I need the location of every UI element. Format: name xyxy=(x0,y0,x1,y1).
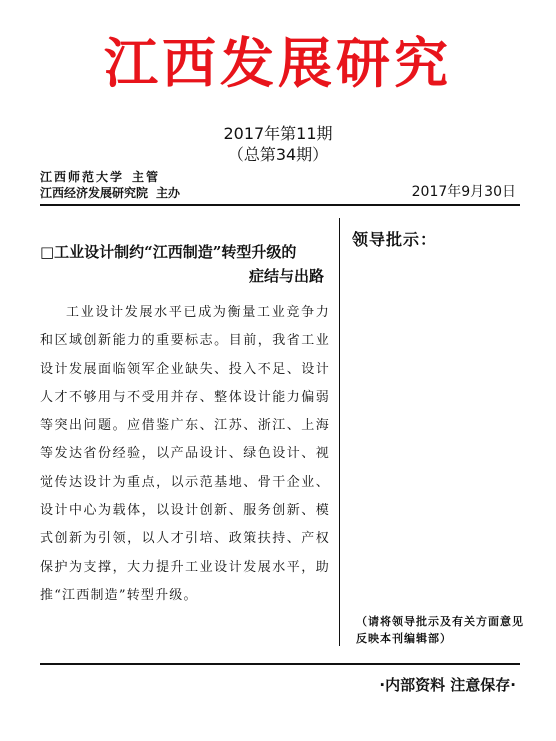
supervisor-org xyxy=(40,170,160,185)
column-divider xyxy=(339,218,340,646)
supervisor-role: 主管 xyxy=(132,170,161,184)
article-title-line2: 症结与出路 xyxy=(248,267,324,285)
issue-number: 2017年第11期 xyxy=(223,124,333,143)
masthead-title: 江西发展研究 xyxy=(104,32,452,95)
sponsor-role: 主办 xyxy=(156,186,181,200)
bottom-divider xyxy=(40,663,520,665)
article-title-line1: □工业设计制约“江西制造”转型升级的 xyxy=(40,243,297,261)
sponsor-name: 江西经济发展研究院 xyxy=(40,186,149,200)
sponsor-org xyxy=(40,186,180,201)
article-title xyxy=(40,240,324,288)
publish-date: 2017年9月30日 xyxy=(411,184,516,200)
article-body: 工业设计发展水平已成为衡量工业竞争力和区域创新能力的重要标志。目前，我省工业设计发展面临领军企业缺失、投入不足、设计人才不够用与不受用并存、整体设计能力偏弱等突出问题。应借鉴广东、江苏、浙江、上海等发达省份经验，以产品设计、绿色设计、视觉传达设计为重点，以示范基地、骨干企业、设计中心为载体，以设计创新、服务创新、模式创新为引领，以人才引培、政策扶持、产权保护为支撑，大力提升工业设计发展水平，助推“江西制造”转型升级。 xyxy=(40,305,330,603)
top-divider xyxy=(40,204,520,206)
internal-material-notice: ·内部资料 注意保存· xyxy=(379,676,516,694)
leader-instructions-label: 领导批示： xyxy=(352,230,438,249)
feedback-note: （请将领导批示及有关方面意见反映本刊编辑部） xyxy=(356,615,524,645)
total-issue-number: （总第34期） xyxy=(227,145,329,164)
supervisor-name: 江西师范大学 xyxy=(40,170,125,184)
